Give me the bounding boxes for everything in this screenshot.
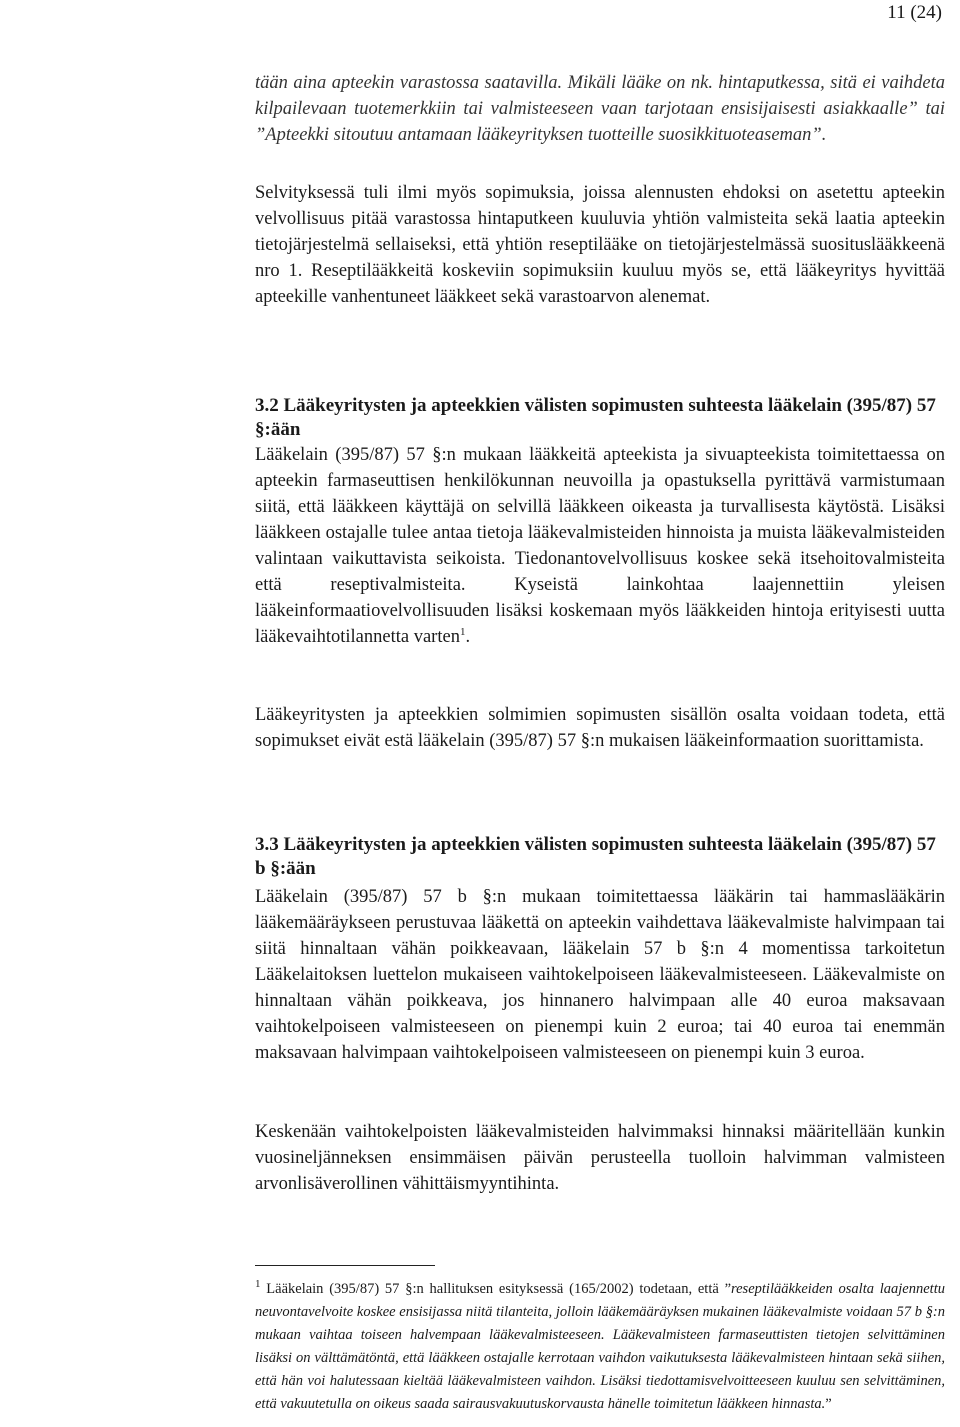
paragraph-3-2-law-text: Lääkelain (395/87) 57 §:n mukaan lääkkeitä apteekista ja sivuapteekista toimitettaessa on apteekin farmaseuttisen henkilökunnan neuvoilla ja opastuksella pyrittävä varmistumaan siitä, että lääkkeen käyttäjä on selvillä lääkkeen oikeasta ja turvallisesta käytöstä. Lisäksi lääkkeen ostajalle tulee antaa tietoja lääkevalmisteiden hinnoista ja muista lääkevalmisteiden valintaan vaikuttavista seikoista. Tiedonantovelvollisuus koskee sekä itsehoitovalmisteita että reseptivalmisteita. Kyseistä lainkohtaa laajennettiin yleisen lääkeinformaatiovelvollisuuden lisäksi koskemaan myös lääkkeiden hintoja erityisesti uutta lääkevaihtotilannetta varten (255, 445, 945, 647)
footnote-number: 1 (255, 1278, 261, 1291)
footnote-close-quote: ” (825, 1396, 832, 1412)
footnote-lead: Lääkelain (395/87) 57 §:n hallituksen esityksessä (165/2002) todetaan, että ” (260, 1281, 732, 1297)
footnote-ref[interactable]: 1 (459, 625, 466, 638)
page-number: 11 (24) (887, 2, 942, 23)
footnote (255, 1278, 945, 1416)
paragraph-3-3-law: Lääkelain (395/87) 57 b §:n mukaan toimitettaessa lääkärin tai hammaslääkärin lääkemääräykseen perustuvaa lääkettä on apteekin vaihdettava lääkevalmiste halvimpaan tai siitä hinnaltaan vähän poikkeavaan, lääkelain 57 b §:n 4 momentissa tarkoitetun Lääkelaitoksen luettelon mukaiseen vaihtokelpoiseen lääkevalmisteeseen. Lääkevalmiste on hinnaltaan vähän poikkeava, jos hinnanero halvimpaan alle 40 euroa maksavaan vaihtokelpoiseen valmisteeseen on pienempi kuin 2 euroa; tai 40 euroa tai enemmän maksavaan halvimpaan vaihtokelpoiseen valmisteeseen on pienempi kuin 3 euroa. (255, 887, 945, 1063)
paragraph-survey-findings: Selvityksessä tuli ilmi myös sopimuksia, joissa alennusten ehdoksi on asetettu apteekin velvollisuus pitää varastossa hintaputkeen kuuluvia yhtiön valmisteita sekä laatia apteekin tietojärjestelmä sellaiseksi, että yhtiön reseptilääke on tietojärjestelmässä suosituslääkkeenä nro 1. Reseptilääkkeitä koskeviin sopimuksiin kuuluu myös se, että lääkeyritys hyvittää apteekille vanhentuneet lääkkeet sekä varastoarvon alenemat. (255, 183, 945, 307)
paragraph-3-2-conclusion: Lääkeyritysten ja apteekkien solmimien sopimusten sisällön osalta voidaan todeta, että sopimukset eivät estä lääkelain (395/87) 57 §:n mukaisen lääkeinformaation suorittamista. (255, 705, 945, 751)
footnote-separator (255, 1265, 435, 1266)
paragraph-3-3-cheapest-price: Keskenään vaihtokelpoisten lääkevalmisteiden halvimmaksi hinnaksi määritellään kunkin vuosineljänneksen ensimmäisen päivän perusteella tuolloin halvimman valmisteen arvonlisäverollinen vähittäismyyntihinta. (255, 1122, 945, 1194)
footnote-quote: reseptilääkkeiden osalta laajennettu neuvontavelvoite koskee ensisijassa niitä tilanteita, jolloin lääkemääräyksen mukainen lääkevalmiste voidaan 57 b §:n mukaan vaihtaa toiseen halvempaan lääkevalmisteeseen. Lääkevalmisteen farmaseuttisten tietojen selvittäminen lisäksi on välttämätöntä, että lääkkeen ostajalle kerrotaan vaihdon vaikutuksesta lääkevalmisteen hintaan sekä siihen, että hän voi halutessaan kieltää lääkevalmisteen vaihdon. Lisäksi tiedottamisvelvoitteeseen kuuluu sen selvittäminen, että vakuutetulla on oikeus saada sairausvakuutuskorvausta hänelle toimitetun lääkkeen hinnasta. (255, 1281, 945, 1412)
paragraph-end-period: . (465, 627, 471, 647)
section-heading-3-2: 3.2 Lääkeyritysten ja apteekkien välisten sopimusten suhteesta lääkelain (395/87) 57 §:ään (255, 395, 936, 440)
paragraph-quote-continuation: tään aina apteekin varastossa saatavilla. Mikäli lääke on nk. hintaputkessa, sitä ei vaihdeta kilpailevaan tuotemerkkiin tai valmisteeseen vaan tarjotaan ensisijaisesti asiakkaalle” tai ”Apteekki sitoutuu antamaan lääkeyrityksen tuotteille suosikkituoteaseman”. (255, 73, 945, 145)
section-heading-3-3: 3.3 Lääkeyritysten ja apteekkien välisten sopimusten suhteesta lääkelain (395/87) 57 b §:ään (255, 834, 936, 879)
paragraph-3-2-law (255, 442, 945, 650)
